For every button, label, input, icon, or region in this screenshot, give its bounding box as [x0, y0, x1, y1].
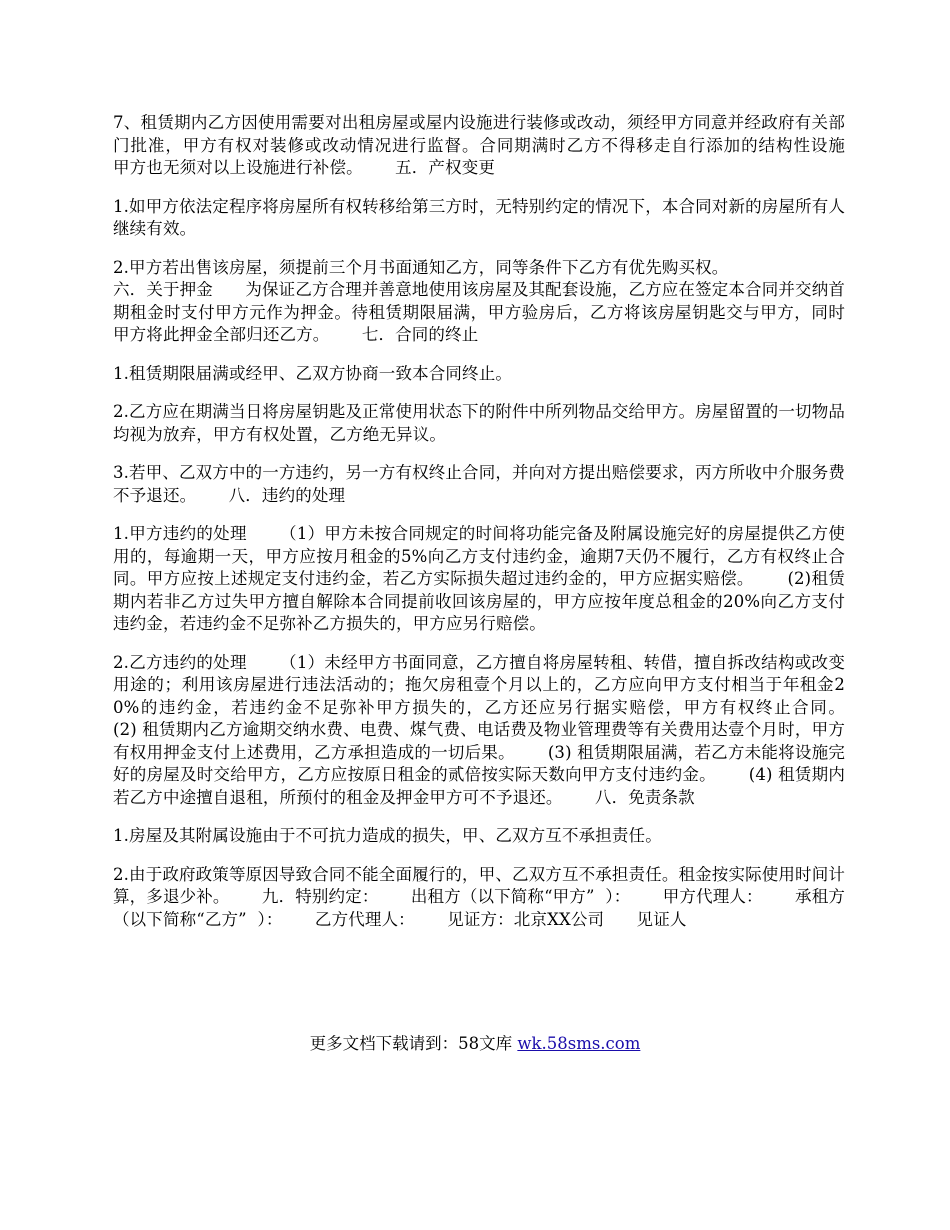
paragraph-sale-notice: 2.甲方若出售该房屋，须提前三个月书面通知乙方，同等条件下乙方有优先购买权。 — [113, 257, 729, 277]
paragraph-termination-2: 2.乙方应在期满当日将房屋钥匙及正常使用状态下的附件中所列物品交给甲方。房屋留置的一切物品均视为放弃，甲方有权处置，乙方绝无异议。 — [113, 402, 845, 444]
paragraph-ownership-transfer: 1.如甲方依法定程序将房屋所有权转移给第三方时，无特别约定的情况下，本合同对新的房屋所有人继续有效。 — [113, 196, 845, 238]
footer-download-link[interactable]: wk.58sms.com — [517, 1034, 641, 1053]
footer — [0, 1033, 950, 1055]
footer-prefix: 更多文档下载请到：58文库 — [309, 1034, 518, 1053]
paragraph-termination-1: 1.租赁期限届满或经甲、乙双方协商一致本合同终止。 — [113, 363, 512, 383]
paragraph-force-majeure: 1.房屋及其附属设施由于不可抗力造成的损失，甲、乙双方互不承担责任。 — [113, 826, 662, 845]
paragraph-clause-7-renovation: 7、租赁期内乙方因使用需要对出租房屋或屋内设施进行装修或改动，须经甲方同意并经政府有关部门批准，甲方有权对装修或改动情况进行监督。合同期满时乙方不得移走自行添加的结构性设施 甲方也无须对以上设施进行补偿。 五．产权变更 — [113, 113, 878, 177]
paragraph-termination-3: 3.若甲、乙双方中的一方违约，另一方有权终止合同，并向对方提出赔偿要求，丙方所收中介服务费不予退还。 八．违约的处理 — [113, 463, 845, 505]
paragraph-policy-and-signatures: 2.由于政府政策等原因导致合同不能全面履行的，甲、乙双方互不承担责任。租金按实际使用时间计算，多退少补。 九．特别约定： 出租方（以下简称“甲方” ）： 甲方代理人： 承租方（以下简称“乙方” ）： 乙方代理人： 见证方：北京XX公司 见证人 — [113, 864, 845, 929]
paragraph-deposit: 六．关于押金 为保证乙方合理并善意地使用该房屋及其配套设施，乙方应在签定本合同并交纳首期租金时支付甲方元作为押金。待租赁期限届满，甲方验房后，乙方将该房屋钥匙交与甲方，同时甲方将此押金全部归还乙方。 七．合同的终止 — [113, 280, 845, 344]
document-body — [113, 112, 878, 947]
paragraph-landlord-breach: 1.甲方违约的处理 （1）甲方未按合同规定的时间将功能完备及附属设施完好的房屋提供乙方使用的，每逾期一天，甲方应按月租金的5%向乙方支付违约金，逾期7天仍不履行，乙方有权终止合同。甲方应按上述规定支付违约金，若乙方实际损失超过违约金的，甲方应据实赔偿。 (2)租赁期内若非乙方过失甲方擅自解除本合同提前收回该房屋的，甲方应按年度总租金的20%向乙方支付违约金，若违约金不足弥补乙方损失的，甲方应另行赔偿。 — [113, 524, 845, 633]
paragraph-tenant-breach: 2.乙方违约的处理 （1）未经甲方书面同意，乙方擅自将房屋转租、转借，擅自拆改结构或改变用途的；利用该房屋进行违法活动的；拖欠房租壹个月以上的，乙方应向甲方支付相当于年租金20%的违约金，若违约金不足弥补甲方损失的，乙方还应另行据实赔偿，甲方有权终止合同。 (2) 租赁期内乙方逾期交纳水费、电费、煤气费、电话费及物业管理费等有关费用达壹个月时，甲方有权用押金支付上述费用，乙方承担造成的一切后果。 (3) 租赁期限届满，若乙方未能将设施完好的房屋及时交给甲方，乙方应按原日租金的贰倍按实际天数向甲方支付违约金。 (4) 租赁期内若乙方中途擅自退租，所预付的租金及押金甲方可不予退还。 八．免责条款 — [113, 652, 878, 807]
